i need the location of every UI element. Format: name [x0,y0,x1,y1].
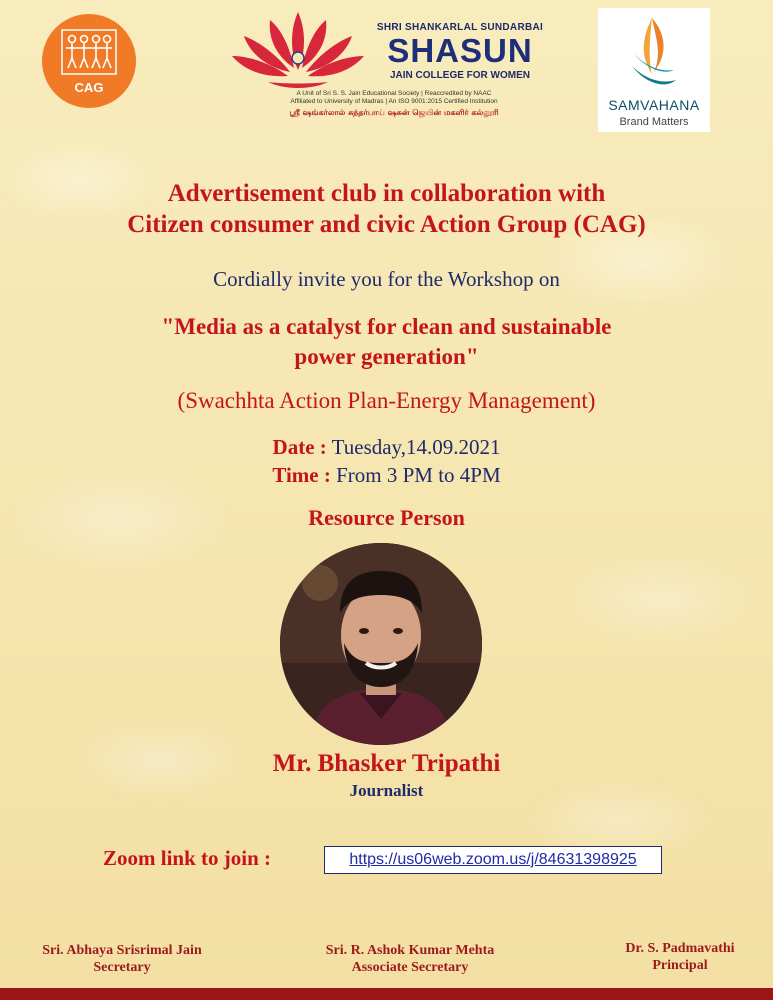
cag-logo-text: CAG [74,79,104,95]
signatory-title: Associate Secretary [351,960,469,975]
time-label: Time : [272,463,331,487]
shasun-affiliation-line-1: A Unit of Sri S. S. Jain Educational Society | Reaccredited by NAAC [296,90,492,97]
shasun-top-line: SHRI SHANKARLAL SUNDARBAI [376,22,544,33]
samvahana-name: SAMVAHANA [608,97,700,113]
signatory-associate-secretary [300,942,520,976]
shasun-name: SHASUN [387,32,533,69]
shasun-affiliation-line-2: Affiliated to University of Madras | An ISO 9001:2015 Certified Institution [290,98,498,105]
signatory-title: Principal [652,958,708,973]
event-title-line-2: Citizen consumer and civic Action Group (CAG) [127,211,646,238]
workshop-topic-line-2: power generation" [294,344,479,369]
event-title-line-1: Advertisement club in collaboration with [167,180,606,207]
signatory-title: Secretary [93,960,151,975]
signatory-name: Sri. Abhaya Srisrimal Jain [42,943,202,958]
event-title [0,178,773,240]
time-value: From 3 PM to 4PM [336,463,501,487]
shasun-tamil-name: ஸ்ரீ ஷங்கர்லால் சுந்தர்பாய் ஷசுன் ஜெயின் மகளிர் கல்லூரி [289,108,499,117]
speaker-name: Mr. Bhasker Tripathi [272,750,501,777]
workshop-topic [0,312,773,372]
time-row [0,460,773,490]
workshop-subtitle: (Swachhta Action Plan-Energy Management) [177,388,596,413]
shasun-affiliation [244,90,544,106]
cag-logo [42,14,136,108]
date-value: Tuesday,14.09.2021 [331,435,501,459]
shasun-lotus-icon [228,8,368,92]
zoom-link[interactable]: https://us06web.zoom.us/j/84631398925 [324,846,662,874]
resource-heading: Resource Person [308,505,465,530]
signatory-secretary [12,942,232,976]
workshop-topic-line-1: "Media as a catalyst for clean and sustainable [161,314,612,339]
speaker-portrait-image [280,543,482,745]
speaker-photo [280,543,482,745]
samvahana-tagline: Brand Matters [619,116,689,128]
samvahana-flame-icon [622,14,682,94]
invite-text: Cordially invite you for the Workshop on [213,267,560,291]
cag-people-icon [60,28,118,76]
footer-bar [0,988,773,1000]
date-row [0,432,773,462]
speaker-role: Journalist [349,781,424,800]
date-label: Date : [272,435,327,459]
signatory-name: Sri. R. Ashok Kumar Mehta [325,943,495,958]
zoom-label: Zoom link to join : [103,846,272,870]
signatory-name: Dr. S. Padmavathi [625,941,735,956]
shasun-subtitle: JAIN COLLEGE FOR WOMEN [390,70,530,81]
signatory-principal [570,940,773,974]
